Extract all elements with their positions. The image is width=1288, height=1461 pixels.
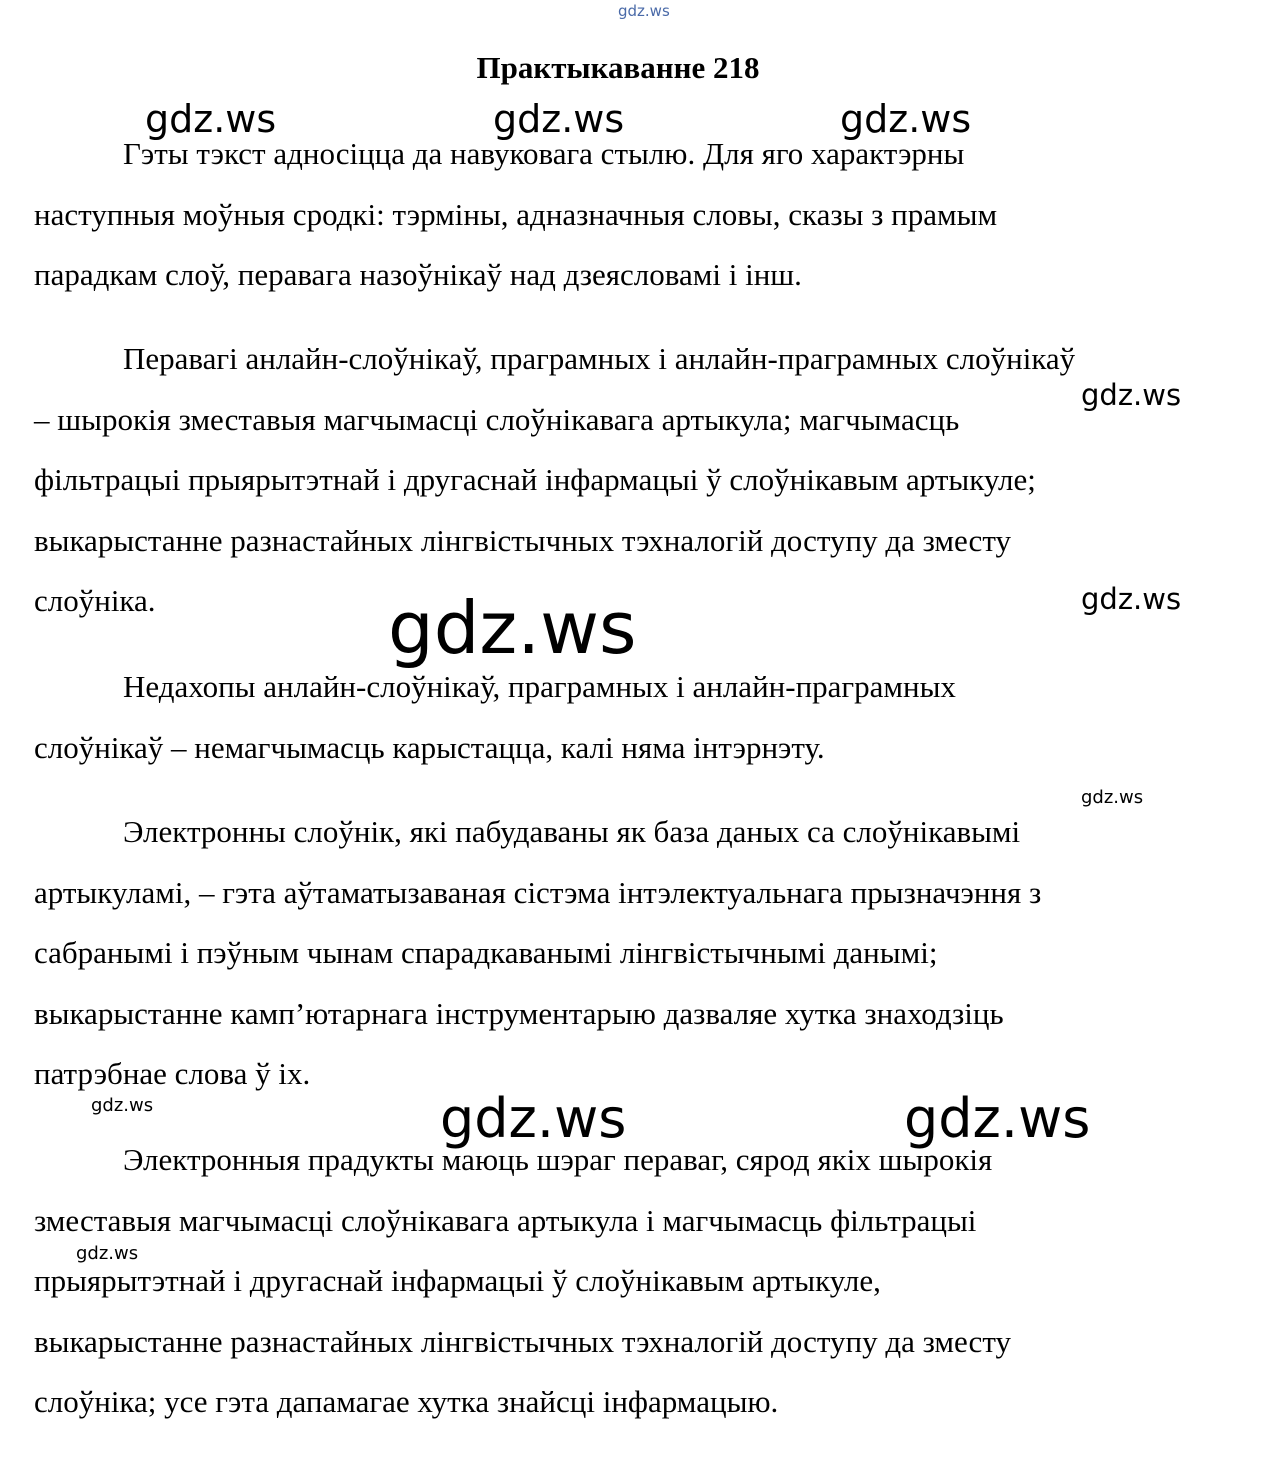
text-line: слоўніка; усе гэта дапамагае хутка знайсці інфармацыю. (34, 1384, 779, 1419)
text-line: слоўнікаў – немагчымасць карыстацца, калі няма інтэрнэту. (34, 729, 825, 765)
text-line: прыярытэтнай і другаснай інфармацыі ў слоўнікавым артыкуле, (34, 1263, 881, 1298)
text-line: фільтрацыі прыярытэтнай і другаснай інфармацыі ў слоўнікавым артыкуле; (34, 462, 1036, 497)
watermark-top: gdz.ws (618, 2, 670, 20)
text-line: Недахопы анлайн-слоўнікаў, праграмных і анлайн-праграмных (123, 669, 956, 704)
text-line: наступныя моўныя сродкі: тэрміны, адназначныя словы, сказы з прамым (34, 196, 998, 232)
watermark: gdz.ws (1081, 378, 1182, 412)
text-line: Электронныя прадукты маюць шэраг пераваг, сярод якіх шырокія (123, 1142, 993, 1177)
text-line: зместавыя магчымасці слоўнікавага артыкула і магчымасць фільтрацыі (34, 1202, 977, 1238)
text-line: Гэты тэкст адносіцца да навуковага стылю. Для яго характэрны (123, 136, 965, 171)
paragraph-1 (34, 124, 1214, 306)
text-line: выкарыстанне разнастайных лінгвістычных тэхналогій доступу да зместу (34, 1323, 1011, 1359)
watermark: gdz.ws (904, 1087, 1091, 1150)
text-line: выкарыстанне камп’ютарнага інструментарыю дазваляе хутка знаходзіць (34, 995, 1004, 1031)
text-line: Электронны слоўнік, які пабудаваны як база даных са слоўнікавымі (123, 814, 1021, 849)
watermark: gdz.ws (76, 1243, 139, 1264)
watermark: gdz.ws (388, 586, 637, 670)
paragraph-5 (34, 1130, 1214, 1433)
text-line: слоўніка. (34, 583, 156, 618)
watermark: gdz.ws (1081, 787, 1144, 808)
text-line: патрэбнае слова ў іх. (34, 1056, 311, 1091)
text-line: выкарыстанне разнастайных лінгвістычных тэхналогій доступу да зместу (34, 522, 1011, 558)
text-line: – шырокія зместавыя магчымасці слоўнікавага артыкула; магчымасць (34, 401, 960, 437)
watermark: gdz.ws (840, 97, 972, 141)
text-line: Перавагі анлайн-слоўнікаў, праграмных і анлайн-праграмных слоўнікаў (123, 341, 1076, 376)
page-title: Практыкаванне 218 (476, 50, 760, 85)
watermark: gdz.ws (91, 1095, 154, 1116)
watermark: gdz.ws (145, 97, 277, 141)
text-line: артыкуламі, – гэта аўтаматызаваная сістэма інтэлектуальнага прызначэння з (34, 874, 1042, 910)
watermark: gdz.ws (1081, 582, 1182, 616)
watermark: gdz.ws (493, 97, 625, 141)
text-line: сабранымі і пэўным чынам спарадкаванымі лінгвістычнымі данымі; (34, 935, 938, 970)
paragraph-3 (34, 657, 1214, 778)
watermark: gdz.ws (440, 1087, 627, 1150)
paragraph-4 (34, 802, 1214, 1105)
text-line: парадкам слоў, перавага назоўнікаў над дзеясловамі і інш. (34, 257, 802, 292)
